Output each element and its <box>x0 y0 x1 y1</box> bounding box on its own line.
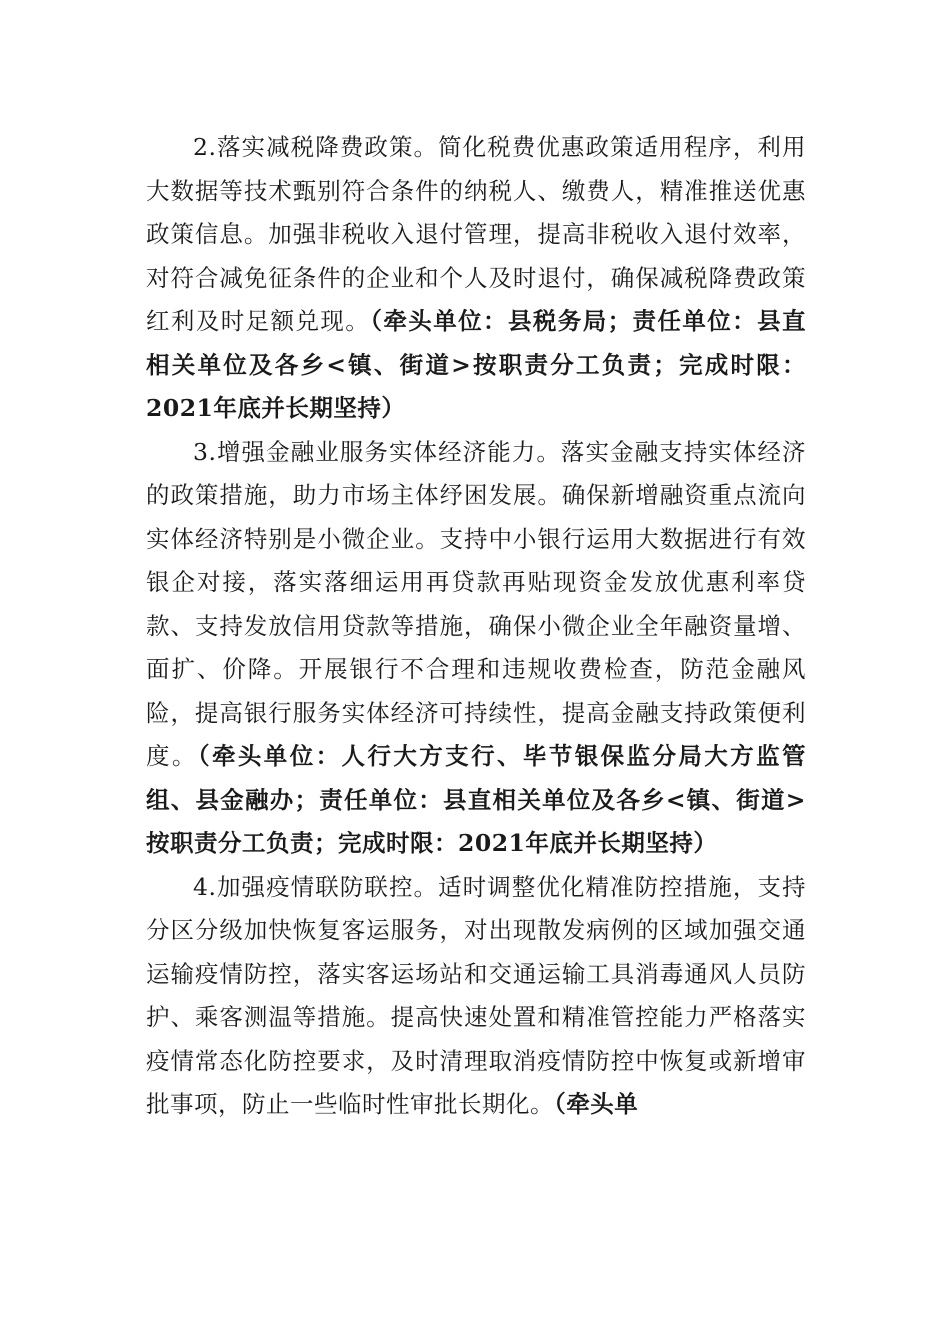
paragraph-tax-reduction <box>146 126 806 431</box>
paragraph-body: 3.增强金融业服务实体经济能力。落实金融支持实体经济的政策措施，助力市场主体纾困发展。确保新增融资重点流向实体经济特别是小微企业。支持中小银行运用大数据进行有效银企对接，落实落细运用再贷款再贴现资金发放优惠利率贷款、支持发放信用贷款等措施，确保小微企业全年融资量增、面扩、价降。开展银行不合理和违规收费检查，防范金融风险，提高银行服务实体经济可持续性，提高金融支持政策便利度。 <box>146 437 806 770</box>
paragraph-body: 4.加强疫情联防联控。适时调整优化精准防控措施，支持分区分级加快恢复客运服务，对出现散发病例的区域加强交通运输疫情防控，落实客运场站和交通运输工具消毒通风人员防护、乘客测温等措施。提高快速处置和精准管控能力严格落实疫情常态化防控要求，及时清理取消疫情防控中恢复或新增审批事项，防止一些临时性审批长期化。 <box>146 872 806 1118</box>
paragraph-epidemic-control <box>146 866 806 1127</box>
paragraph-finance-service <box>146 431 806 866</box>
responsibility-note: （牵头单位：人行大方支行、毕节银保监分局大方监管组、县金融办；责任单位：县直相关单位及各乡<镇、街道>按职责分工负责；完成时限：2021年底并长期坚持） <box>146 742 807 857</box>
document-page <box>146 126 806 1127</box>
responsibility-note: （牵头单 <box>554 1090 639 1118</box>
paragraph-body: 2.落实减税降费政策。简化税费优惠政策适用程序，利用大数据等技术甄别符合条件的纳税人、缴费人，精准推送优惠政策信息。加强非税收入退付管理，提高非税收入退付效率，对符合减免征条件的企业和个人及时退付，确保减税降费政策红利及时足额兑现。 <box>146 133 806 335</box>
responsibility-note: （牵头单位：县税务局；责任单位：县直相关单位及各乡<镇、街道>按职责分工负责；完成时限：2021年底并长期坚持） <box>146 307 807 422</box>
